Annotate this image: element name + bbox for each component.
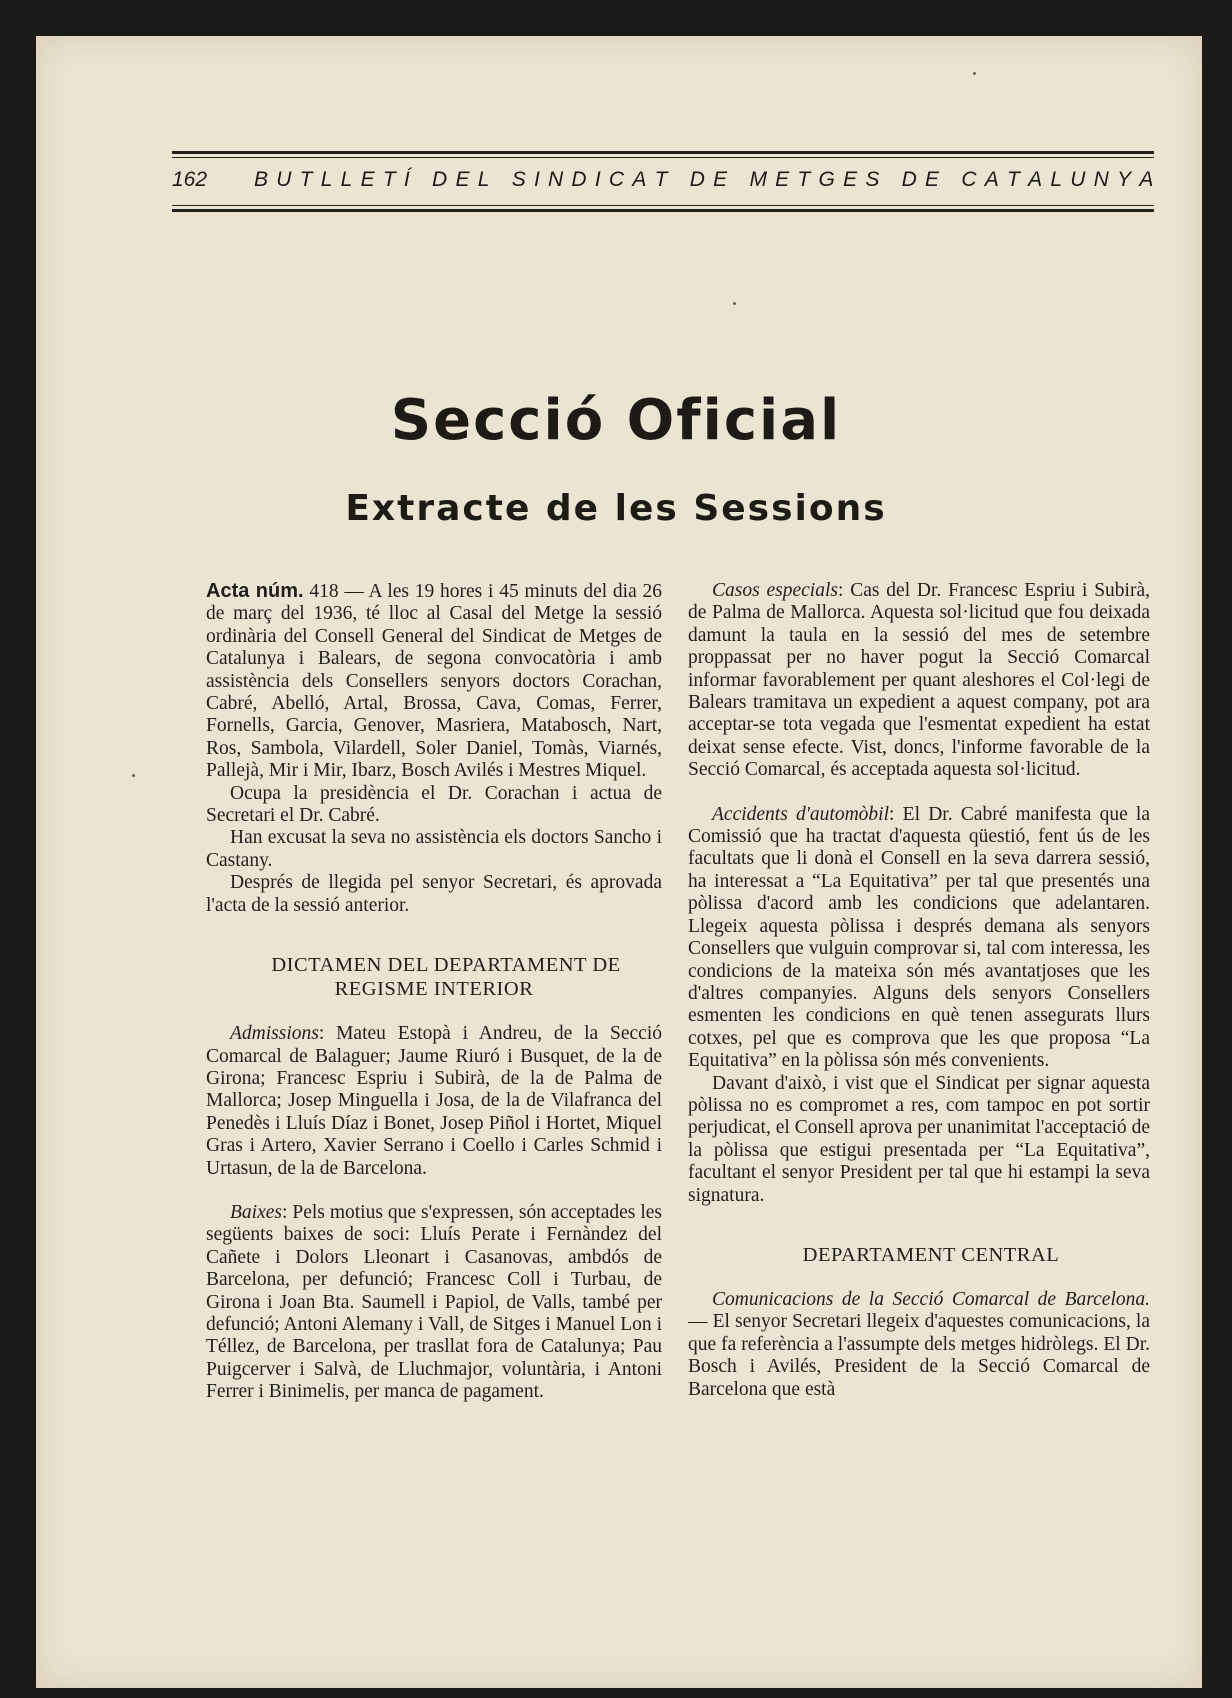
journal-title-letter: I xyxy=(533,168,540,191)
journal-title-letter: G xyxy=(818,168,835,191)
journal-title-letter xyxy=(418,168,424,192)
journal-title-letter xyxy=(676,168,682,192)
journal-title-letter xyxy=(888,168,894,192)
journal-title-letter: T xyxy=(654,168,668,191)
journal-title-letter: L xyxy=(320,168,333,191)
acta-label: Acta núm. xyxy=(206,580,304,602)
admissions-text: : Mateu Estopà i Andreu, de la Secció Comarcal de Balaguer; Jaume Riuró i Busquet, de la de Girona; Francesc Espriu i Subirà, de la de Palma de Mallorca; Josep Minguella i Josa, de la de Vilafranca del Penedès i Lluís Díaz i Bonet, Josep Piñol i Hortet, Miquel Gras i Artero, Xavier Serrano i Coello i Carles Schmid i Urtasun, de la de Barcelona. xyxy=(206,1023,662,1179)
journal-title-letter: S xyxy=(865,168,880,191)
top-rule-thick xyxy=(172,151,1154,154)
journal-title-letter: Í xyxy=(403,168,410,191)
casos-label: Casos especials xyxy=(712,580,838,601)
excused-paragraph: Han excusat la seva no assistència els doctors Sancho i Castany. xyxy=(206,827,662,871)
baixes-label: Baixes xyxy=(230,1201,282,1223)
accidents-label: Accidents d'automòbil xyxy=(712,803,890,825)
presidency-paragraph: Ocupa la presidència el Dr. Corachan i actua de Secretari el Dr. Cabré. xyxy=(206,782,662,827)
journal-title-letter: A xyxy=(984,168,999,191)
journal-title-letter: E xyxy=(713,168,728,191)
journal-title-letter: A xyxy=(1139,168,1154,191)
page-title: Secció Oficial xyxy=(390,388,842,453)
journal-title-letter: Y xyxy=(1117,168,1132,191)
journal-title-letter: D xyxy=(689,168,705,191)
journal-title-letter: L xyxy=(477,168,490,191)
journal-title-letter: C xyxy=(961,168,977,191)
davant-paragraph: Davant d'això, i vist que el Sindicat per signar aquesta pòlissa no es compromet a res, com tampoc en pot sortir perjudicat, el Consell aprova per unanimitat l'acceptació de la pòlissa que estigui presentada per “La Equitativa”, facultant el senyor President per tal que hi estampi la seva signatura. xyxy=(688,1072,1150,1206)
journal-title-letter: I xyxy=(594,168,601,191)
journal-title-letter: E xyxy=(455,168,470,191)
journal-title-letter: C xyxy=(608,168,625,191)
page-number: 162 xyxy=(172,168,208,191)
bottom-rule-thin xyxy=(172,205,1154,206)
comunicacions-label: Comunicacions de la Secció Comarcal de Barcelona. xyxy=(712,1288,1150,1310)
baixes-text: : Pels motius que s'expressen, són acceptades les següents baixes de soci: Lluís Perate i Fernàndez del Cañete i Dolors Lleonart i Casanovas, ambdós de Barcelona, per defunció; Francesc Coll i Turbau, de Girona i Joan Bta. Saumell i Papiol, de Valls, també per defunció; Antoni Alemany i Vall, de Sitges i Manuel Lon i Téllez, de Barcelona, per trasllat fora de Catalunya; Pau Puigcerver i Salvà, de Lluchmajor, voluntària, i Antoni Ferrer i Binimelis, per manca de pagament. xyxy=(206,1201,662,1403)
journal-title-letter: D xyxy=(901,168,917,191)
journal-title-letter xyxy=(947,168,953,192)
baixes-paragraph xyxy=(206,1202,662,1404)
journal-title-letter: N xyxy=(548,168,564,191)
journal-title-letter xyxy=(735,168,741,192)
page-subtitle: Extracte de les Sessions xyxy=(345,488,887,529)
journal-title-letter: E xyxy=(775,168,790,191)
acta-paragraph xyxy=(206,580,662,783)
top-rule-thin xyxy=(172,157,1154,158)
bottom-rule-thick xyxy=(172,209,1154,212)
journal-title-letter: T xyxy=(797,168,811,191)
accidents-text: : El Dr. Cabré manifesta que la Comissió que ha tractat d'aquesta qüestió, fent ús de les facultats que li donà el Consell en la seva darrera sessió, ha interessat a “La Equitativa” per tal que presentés una pòlissa d'acord amb les condicions que adelantaren. Llegeix aquesta pòlissa i després demana als senyors Consellers que vulguin comprovar si, tal com interessa, les condicions de la mateixa són més avantatjoses que les d'altres companyies. Alguns dels senyors Consellers esmenten les condicions en què tenen assegurats llurs cotxes, pel que es comprova que les que proposa “La Equitativa” en la pòlissa són més convenients. xyxy=(688,803,1151,1072)
journal-title-letter: D xyxy=(432,168,448,191)
journal-title-letter: U xyxy=(1070,168,1086,191)
running-head xyxy=(172,168,1154,198)
journal-title-letter: A xyxy=(1028,168,1043,191)
minutes-paragraph: Després de llegida pel senyor Secretari, és aprovada l'acta de la sessió anterior. xyxy=(206,872,662,916)
acta-text: 418 — A les 19 hores i 45 minuts del dia 26 de març del 1936, té lloc al Casal del Metge la sessió ordinària del Consell General del Sindicat de Metges de Catalunya i Balears, de segona convocatòria i amb assistència dels Consellers senyors doctors Corachan, Cabré, Abelló, Artal, Brossa, Cava, Comas, Ferrer, Fornells, Garcia, Genover, Masriera, Matabosch, Nart, Ros, Sambola, Vilardell, Soler Daniel, Tomàs, Viarnés, Pallejà, Mir i Mir, Ibarz, Bosch Avilés i Mestres Miquel. xyxy=(206,581,662,782)
right-column xyxy=(688,580,1150,1401)
paper-speck xyxy=(733,302,736,305)
section-heading-regisme: DICTAMEN DEL DEPARTAMENT DE REGISME INTERIOR xyxy=(271,954,621,1001)
journal-title-letter: T xyxy=(382,168,396,191)
journal-title-letter: E xyxy=(360,168,375,191)
comunicacions-paragraph xyxy=(688,1289,1150,1401)
casos-text: : Cas del Dr. Francesc Espriu i Subirà, de Palma de Mallorca. Aquesta sol·licitud que fou deixada damunt la taula en la sessió del mes de setembre proppassat per no haver pogut la Secció Comarcal informar favorablement per quant aleshores el Col·legi de Balears tramitava un expedient a aquest company, pot ara acceptar-se tota vegada que l'esmentat expedient ha estat deixat sense efecte. Vist, doncs, l'informe favorable de la Secció Comarcal, és acceptada aquesta sol·licitud. xyxy=(688,580,1150,781)
journal-title-letter: M xyxy=(749,168,767,191)
journal-title-letter: T xyxy=(299,168,313,191)
journal-title-letter: L xyxy=(340,168,353,191)
journal-title-letter: L xyxy=(1050,168,1063,191)
left-column xyxy=(206,580,662,1404)
journal-title-letter: T xyxy=(1007,168,1020,191)
journal-title-letter: A xyxy=(632,168,647,191)
comunicacions-text: — El senyor Secretari llegeix d'aquestes comunicacions, la que fa referència a l'assumpte dels metges hidròlegs. El Dr. Bosch i Avilés, President de la Secció Comarcal de Barcelona que està xyxy=(688,1311,1150,1400)
journal-title-letter: U xyxy=(276,168,292,191)
paper-speck xyxy=(132,774,135,777)
journal-title-letter: E xyxy=(925,168,940,191)
casos-paragraph xyxy=(688,580,1150,782)
admissions-paragraph xyxy=(206,1023,662,1180)
journal-title-letter xyxy=(498,168,504,192)
journal-title-letter: N xyxy=(1093,168,1109,191)
journal-title xyxy=(254,168,1154,192)
admissions-label: Admissions xyxy=(230,1023,319,1045)
journal-title-letter: D xyxy=(571,168,587,191)
journal-title-letter: B xyxy=(254,168,269,191)
journal-title-letter: E xyxy=(843,168,858,191)
journal-title-letter: S xyxy=(511,168,526,191)
paper-speck xyxy=(973,72,976,75)
section-heading-central: DEPARTAMENT CENTRAL xyxy=(802,1243,1060,1266)
accidents-paragraph xyxy=(688,804,1150,1073)
